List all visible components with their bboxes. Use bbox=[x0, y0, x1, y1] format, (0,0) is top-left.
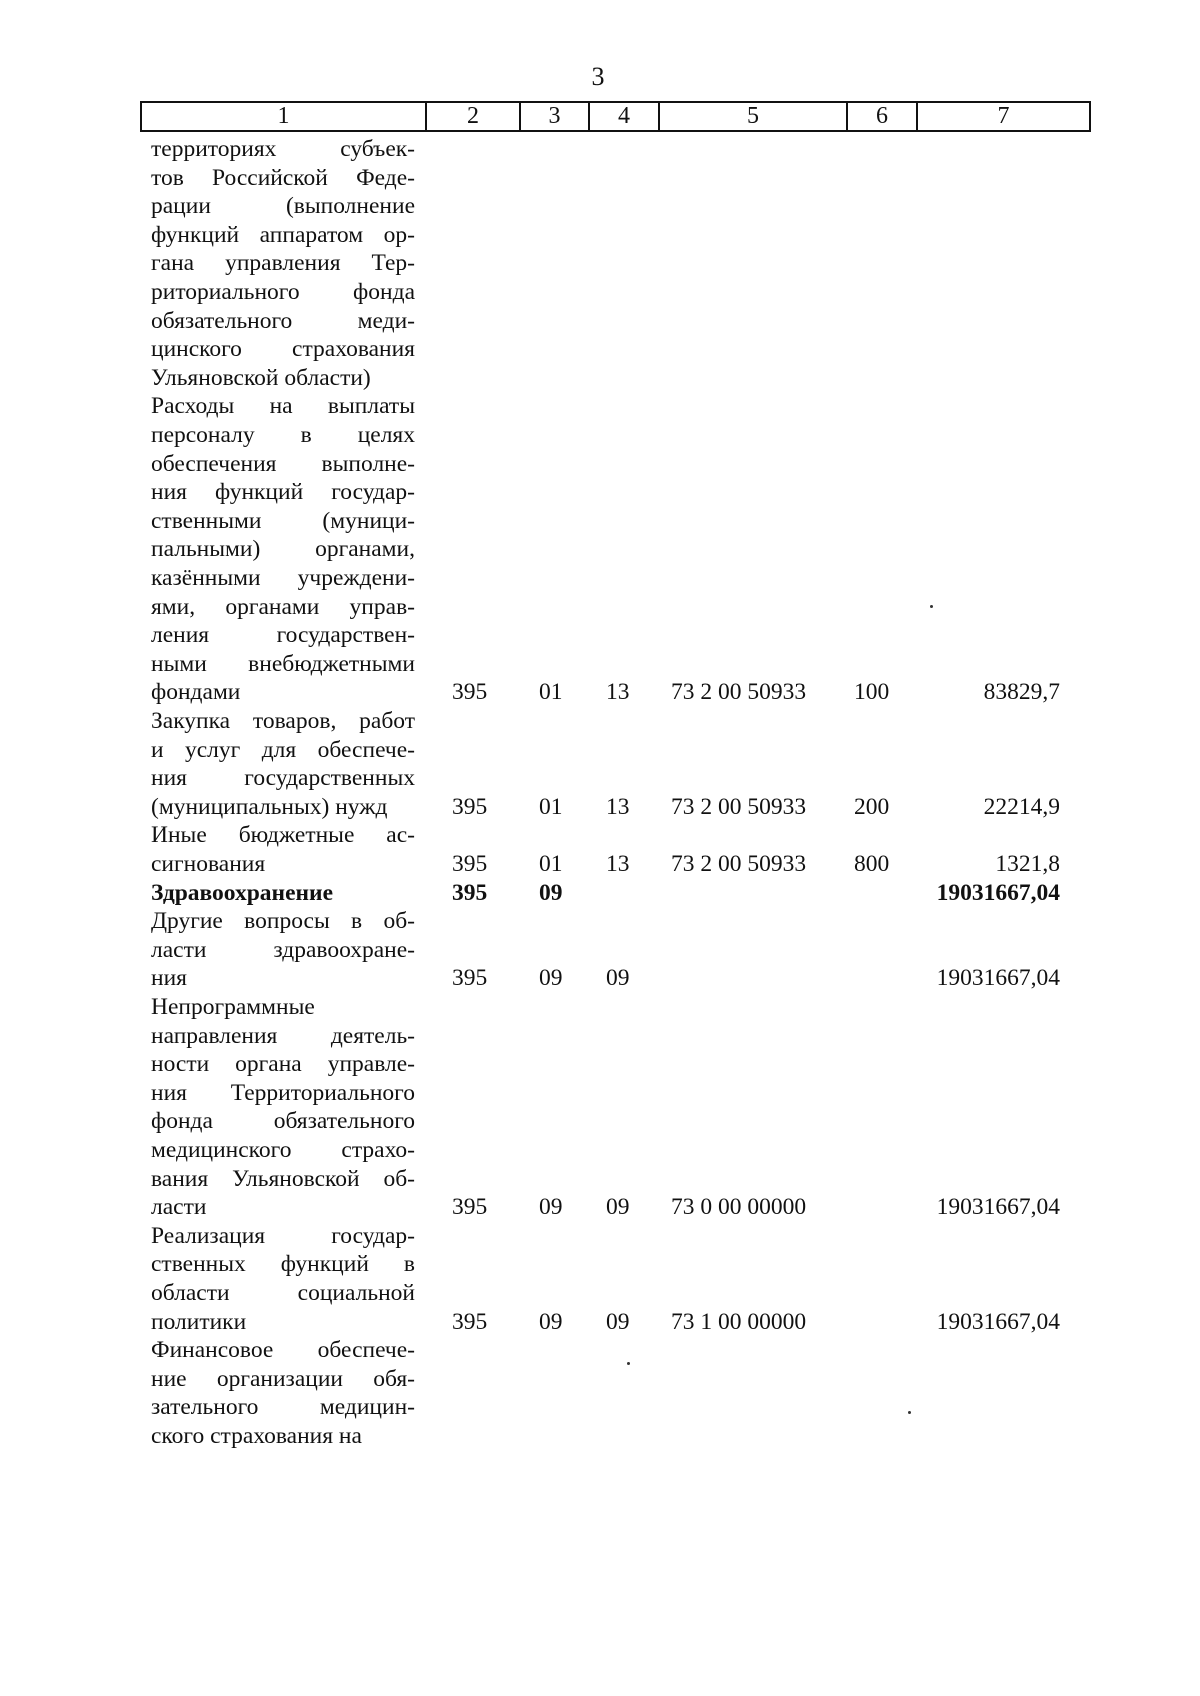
description-line: фонда обязательного bbox=[151, 1108, 415, 1135]
cell-col-7: 22214,9 bbox=[983, 793, 1060, 820]
cell-col-2: 395 bbox=[452, 879, 488, 906]
column-header-5: 5 bbox=[659, 102, 847, 131]
column-header-2: 2 bbox=[426, 102, 520, 131]
description-line: зательного медицин- bbox=[151, 1394, 415, 1421]
description-line: обязательного меди- bbox=[151, 307, 415, 334]
column-header-1: 1 bbox=[141, 102, 426, 131]
description-line: фондами bbox=[151, 679, 241, 706]
cell-col-4: 09 bbox=[606, 1308, 630, 1335]
cell-col-2: 395 bbox=[452, 1194, 488, 1221]
description-line: области социальной bbox=[151, 1279, 415, 1306]
description-line: ние организации обя- bbox=[151, 1365, 415, 1392]
cell-col-6: 800 bbox=[854, 851, 890, 877]
description-line: Ульяновской области) bbox=[151, 364, 371, 391]
description-line: риториального фонда bbox=[151, 278, 415, 305]
description-line: (муниципальных) нужд bbox=[151, 793, 388, 820]
scan-speck bbox=[908, 1411, 911, 1414]
description-line: ности органа управле- bbox=[151, 1051, 415, 1078]
cell-col-6: 200 bbox=[854, 793, 890, 820]
description-line: ния государственных bbox=[151, 765, 415, 792]
description-line: персоналу в целях bbox=[151, 421, 415, 448]
cell-col-5: 73 0 00 00000 bbox=[671, 1194, 807, 1221]
row-description bbox=[151, 135, 415, 392]
description-line: Непрограммные bbox=[151, 994, 315, 1020]
cell-col-3: 09 bbox=[539, 965, 563, 992]
row-description bbox=[151, 392, 415, 707]
row-description bbox=[151, 879, 415, 908]
description-line: казёнными учреждени- bbox=[151, 564, 415, 591]
description-line: цинского страхования bbox=[151, 336, 415, 363]
description-line: ными внебюджетными bbox=[151, 650, 415, 677]
description-line: рации (выполнение bbox=[151, 193, 415, 220]
cell-col-4: 13 bbox=[606, 793, 630, 820]
description-line: ласти здравоохране- bbox=[151, 936, 415, 963]
page-number: 3 bbox=[591, 62, 605, 91]
column-header-6: 6 bbox=[847, 102, 917, 131]
cell-col-5: 73 2 00 50933 bbox=[671, 793, 807, 820]
description-line: направления деятель- bbox=[151, 1022, 415, 1049]
description-line: вания Ульяновской об- bbox=[151, 1165, 415, 1192]
description-line: ния bbox=[151, 965, 187, 992]
description-line: ского страхования на bbox=[151, 1422, 362, 1449]
cell-col-3: 09 bbox=[539, 1194, 563, 1221]
description-line: медицинского страхо- bbox=[151, 1136, 415, 1163]
description-line: Финансовое обеспече- bbox=[151, 1337, 415, 1364]
row-description bbox=[151, 707, 415, 821]
column-header-table bbox=[140, 101, 1091, 132]
description-line: Другие вопросы в об- bbox=[151, 908, 415, 935]
cell-col-7: 83829,7 bbox=[983, 679, 1060, 706]
description-line: политики bbox=[151, 1308, 247, 1335]
description-line: ями, органами управ- bbox=[151, 593, 415, 620]
description-line: Здравоохранение bbox=[151, 879, 334, 906]
cell-col-3: 09 bbox=[539, 879, 563, 906]
column-header-row bbox=[141, 102, 1090, 131]
description-line: территориях субъек- bbox=[151, 136, 415, 162]
column-header-3: 3 bbox=[520, 102, 589, 131]
description-line: гана управления Тер- bbox=[151, 250, 415, 277]
description-line: ственных функций в bbox=[151, 1251, 415, 1278]
cell-col-5: 73 1 00 00000 bbox=[671, 1308, 807, 1335]
description-line: ния Территориального bbox=[151, 1079, 415, 1106]
cell-col-7: 1321,8 bbox=[995, 851, 1060, 877]
description-line: сигнования bbox=[151, 850, 266, 877]
cell-col-3: 01 bbox=[539, 679, 563, 706]
cell-col-4: 09 bbox=[606, 965, 630, 992]
cell-col-3: 09 bbox=[539, 1308, 563, 1335]
column-header-7: 7 bbox=[917, 102, 1090, 131]
description-line: ления государствен- bbox=[151, 622, 415, 649]
description-line: и услуг для обеспече- bbox=[151, 736, 415, 763]
cell-col-5: 73 2 00 50933 bbox=[671, 851, 807, 877]
description-line: пальными) органами, bbox=[151, 536, 415, 563]
cell-col-2: 395 bbox=[452, 1308, 488, 1335]
cell-col-2: 395 bbox=[452, 793, 488, 820]
cell-col-4: 13 bbox=[606, 679, 630, 706]
row-description bbox=[151, 993, 415, 1222]
description-line: Иные бюджетные ас- bbox=[151, 822, 415, 849]
cell-col-4: 09 bbox=[606, 1194, 630, 1221]
row-description bbox=[151, 821, 415, 878]
cell-col-2: 395 bbox=[452, 965, 488, 992]
cell-col-4: 13 bbox=[606, 851, 630, 877]
description-line: Реализация государ- bbox=[151, 1222, 415, 1249]
cell-col-3: 01 bbox=[539, 793, 563, 820]
description-line: ласти bbox=[151, 1194, 207, 1221]
cell-col-7: 19031667,04 bbox=[936, 879, 1060, 906]
row-description bbox=[151, 1222, 415, 1336]
cell-col-2: 395 bbox=[452, 679, 488, 706]
cell-col-7: 19031667,04 bbox=[936, 1194, 1060, 1221]
row-description bbox=[151, 1336, 415, 1450]
description-line: функций аппаратом ор- bbox=[151, 221, 415, 248]
cell-col-6: 100 bbox=[854, 679, 890, 706]
description-line: ния функций государ- bbox=[151, 479, 415, 506]
cell-col-2: 395 bbox=[452, 851, 488, 877]
row-description bbox=[151, 907, 415, 993]
cell-col-7: 19031667,04 bbox=[936, 965, 1060, 992]
description-line: Расходы на выплаты bbox=[151, 393, 415, 420]
description-line: Закупка товаров, работ bbox=[151, 708, 415, 734]
scan-speck bbox=[627, 1362, 630, 1365]
column-header-4: 4 bbox=[589, 102, 659, 131]
description-line: обеспечения выполне- bbox=[151, 450, 415, 477]
description-line: ственными (муници- bbox=[151, 507, 415, 534]
cell-col-7: 19031667,04 bbox=[936, 1308, 1060, 1335]
cell-col-5: 73 2 00 50933 bbox=[671, 679, 807, 706]
description-line: тов Российской Феде- bbox=[151, 164, 415, 191]
scan-speck bbox=[930, 605, 933, 608]
cell-col-3: 01 bbox=[539, 851, 563, 877]
